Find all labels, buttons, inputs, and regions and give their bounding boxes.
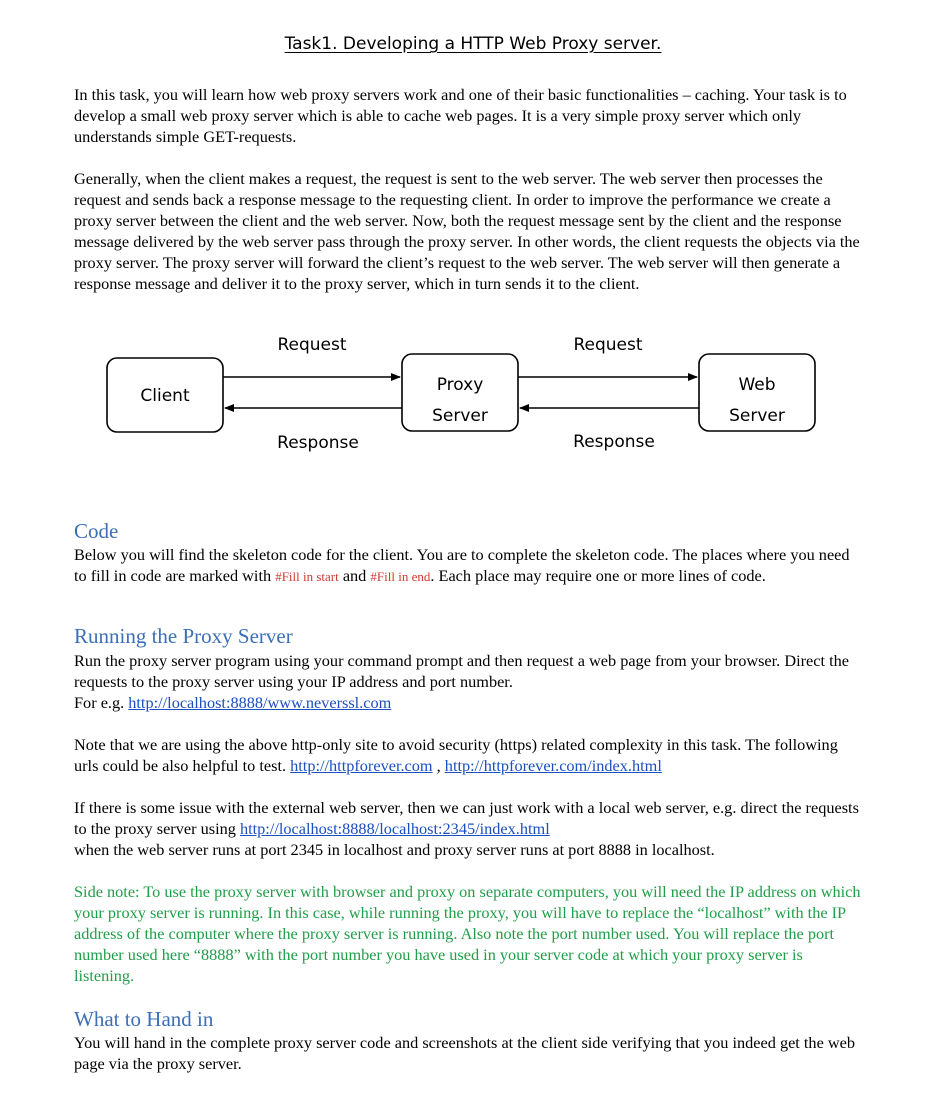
proxy-label-line2: Server	[432, 406, 488, 426]
example-prefix: For e.g.	[74, 693, 129, 712]
proxy-diagram	[0, 325, 946, 465]
fill-in-start-marker: #Fill in start	[275, 569, 339, 584]
local-server-paragraph	[74, 797, 864, 860]
code-text-and: and	[338, 566, 371, 585]
httpforever-index-link[interactable]: http://httpforever.com/index.html	[444, 756, 662, 775]
intro-paragraph-2: Generally, when the client makes a request, the request is sent to the web server. The web server then processes the request and sends back a response message to the requesting client. In order to improve the performance we create a proxy server between the client and the web server. Now, both the request message sent by the client and the response message delivered by the web server pass through the proxy server. In other words, the client requests the objects via the proxy server. The proxy server will forward the client’s request to the web server. The web server will then generate a response message and deliver it to the proxy server, which in turn sends it to the client.	[74, 169, 860, 293]
web-label-line1: Web	[738, 375, 776, 395]
request-label-left: Request	[277, 335, 347, 355]
local-after-text: when the web server runs at port 2345 in localhost and proxy server runs at port 8888 in localhost.	[74, 840, 715, 859]
httpforever-link[interactable]: http://httpforever.com	[290, 756, 433, 775]
fill-in-end-marker: #Fill in end	[370, 569, 431, 584]
handin-paragraph: You will hand in the complete proxy server code and screenshots at the client side verifying that you indeed get the web page via the proxy server.	[74, 1033, 855, 1073]
page-title: Task1. Developing a HTTP Web Proxy server.	[284, 34, 662, 54]
code-text-after: . Each place may require one or more lines of code.	[430, 566, 766, 585]
example-link[interactable]: http://localhost:8888/www.neverssl.com	[128, 693, 392, 712]
note-paragraph	[74, 734, 864, 776]
response-label-left: Response	[277, 433, 359, 453]
local-proxy-link[interactable]: http://localhost:8888/localhost:2345/index.html	[239, 819, 550, 838]
code-paragraph	[74, 544, 864, 587]
running-text: Run the proxy server program using your command prompt and then request a web page from your browser. Direct the requests to the proxy server using your IP address and port number.	[74, 651, 849, 691]
running-heading: Running the Proxy Server	[74, 624, 293, 648]
client-label: Client	[140, 386, 190, 406]
side-note-paragraph: Side note: To use the proxy server with browser and proxy on separate computers, you will need the IP address on which your proxy server is running. In this case, while running the proxy, you will have to replace the “localhost” with the IP address of the computer where the proxy server is running. Also note the port number used. You will replace the port number used here “8888” with the port number you have used in your server code at which your proxy server is listening.	[74, 882, 861, 985]
running-paragraph	[74, 650, 864, 713]
code-heading: Code	[74, 519, 119, 543]
local-text: If there is some issue with the external web server, then we can just work with a local web server, e.g. direct the requests to the proxy server using	[74, 798, 859, 838]
note-separator: ,	[432, 756, 445, 775]
code-text-before: Below you will find the skeleton code for the client. You are to complete the skeleton code. The places where you need to fill in code are marked with	[74, 545, 850, 585]
handin-heading: What to Hand in	[74, 1007, 214, 1031]
proxy-label-line1: Proxy	[436, 375, 484, 395]
web-label-line2: Server	[729, 406, 785, 426]
note-text: Note that we are using the above http-only site to avoid security (https) related complexity in this task. The following urls could be also helpful to test.	[74, 735, 838, 775]
request-label-right: Request	[573, 335, 643, 355]
response-label-right: Response	[573, 432, 655, 452]
intro-paragraph-1: In this task, you will learn how web proxy servers work and one of their basic functionalities – caching. Your task is to develop a small web proxy server which is able to cache web pages. It is a very simple proxy server which only understands simple GET-requests.	[74, 85, 847, 146]
